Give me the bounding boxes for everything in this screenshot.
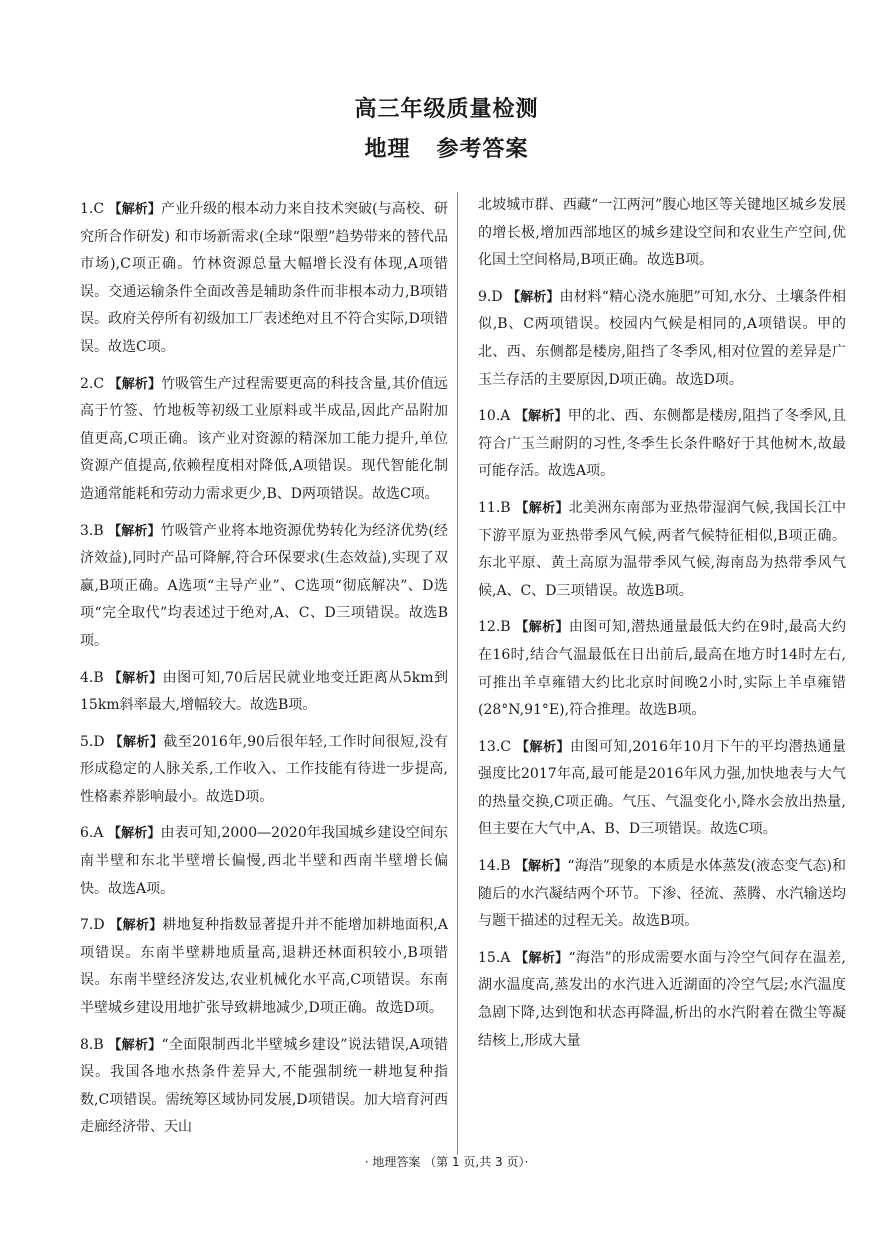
answer-item <box>80 665 448 720</box>
analysis-tag: 【解析】 <box>515 950 569 966</box>
answer-number: 12.B <box>478 619 511 636</box>
answer-number: 13.C <box>478 738 511 755</box>
answer-item <box>80 1032 448 1142</box>
answer-item <box>80 820 448 903</box>
analysis-tag: 【解析】 <box>515 500 569 516</box>
answer-text: “海浩”的形成需要水面与冷空气间存在温差,湖水温度高,蒸发出的水汽进入近湖面的冷空气层;水汽温度急剧下降,达到饱和状态再降温,析出的水汽附着在微尘等凝结核上,形成大量 <box>478 949 846 1049</box>
answer-text: 甲的北、西、东侧都是楼房,阻挡了冬季风,且符合广玉兰耐阴的习性,冬季生长条件略好于其他树木,故最可能存活。故选A项。 <box>478 408 846 480</box>
page-footer: · 地理答案 （第 1 页,共 3 页）· <box>364 1155 529 1169</box>
answer-text: 由图可知,潜热通量最低大约在9时,最高大约在16时,结合气温最低在日出前后,最高在地方时14时左右,可推出羊卓雍错大约比北京时间晚2小时,实际上羊卓雍错(28°N,91°E),符合推理。故选B项。 <box>478 619 846 719</box>
answer-item <box>80 729 448 812</box>
answer-number: 1.C <box>80 201 105 217</box>
column-divider <box>457 192 458 1155</box>
analysis-tag: 【解析】 <box>108 376 162 392</box>
answer-text: 竹吸管生产过程需要更高的科技含量,其价值远高于竹签、竹地板等初级工业原料或半成品,因此产品附加值更高,C项正确。该产业对资源的精深加工能力提升,单位资源产值提高,依赖程度相对降低,A项错误。现代智能化制造通常能耗和劳动力需求更少,B、D两项错误。故选C项。 <box>80 375 448 502</box>
answer-text: 由图可知,70后居民就业地变迁距离从5km到15km斜率最大,增幅较大。故选B项。 <box>80 669 448 714</box>
answer-item <box>80 371 448 509</box>
answer-number: 8.B <box>80 1036 104 1053</box>
right-column <box>478 192 846 1064</box>
analysis-tag: 【解析】 <box>515 409 568 425</box>
page-title: 高三年级质量检测 <box>354 97 539 122</box>
answer-item <box>478 614 846 724</box>
analysis-tag: 【解析】 <box>515 739 570 755</box>
answer-item <box>478 284 846 394</box>
answer-item <box>478 403 846 486</box>
answer-number: 2.C <box>80 375 105 392</box>
doc-type-label: 参考答案 <box>436 137 529 162</box>
answer-number: 10.A <box>478 408 511 425</box>
analysis-tag: 【解析】 <box>108 670 163 686</box>
answer-item <box>478 853 846 936</box>
answer-item <box>80 912 448 1022</box>
answer-text: 竹吸管产业将本地资源优势转化为经济优势(经济效益),同时产品可降解,符合环保要求(生态效益),实现了双赢,B项正确。A选项“主导产业”、C选项“彻底解决”、D选项“完全取代”均表述过于绝对,A、C、D三项错误。故选B项。 <box>80 522 448 649</box>
answer-item <box>478 734 846 844</box>
subject-label: 地理 <box>364 137 411 162</box>
analysis-tag: 【解析】 <box>109 918 163 934</box>
answer-text: 由图可知,2016年10月下午的平均潜热通量强度比2017年高,最可能是2016年风力强,加快地表与大气的热量交换,C项正确。气压、气温变化小,降水会放出热量,但主要在大气中,A、B、D三项错误。故选C项。 <box>478 738 846 838</box>
answer-number: 14.B <box>478 858 511 875</box>
analysis-tag: 【解析】 <box>109 734 164 750</box>
answer-number: 7.D <box>80 917 105 934</box>
answer-number: 3.B <box>80 522 104 539</box>
answer-continuation: 北坡城市群、西藏“一江两河”腹心地区等关键地区城乡发展的增长极,增加西部地区的城乡建设空间和农业生产空间,优化国土空间格局,B项正确。故选B项。 <box>478 197 846 269</box>
analysis-tag: 【解析】 <box>515 620 569 636</box>
analysis-tag: 【解析】 <box>108 523 161 539</box>
answer-item <box>80 518 448 656</box>
answer-number: 9.D <box>478 288 503 305</box>
answer-text: 截至2016年,90后很年轻,工作时间很短,没有形成稳定的人脉关系,工作收入、工作技能有待进一步提高,性格素养影响最小。故选D项。 <box>80 733 448 805</box>
answer-number: 11.B <box>478 499 511 516</box>
answer-number: 6.A <box>80 825 104 842</box>
answer-text: 耕地复种指数显著提升并不能增加耕地面积,A项错误。东南半壁耕地质量高,退耕还林面积较小,B项错误。东南半壁经济发达,农业机械化水平高,C项错误。东南半壁城乡建设用地扩张导致耕地减少,D项正确。故选D项。 <box>80 917 448 1017</box>
analysis-tag: 【解析】 <box>507 289 560 305</box>
analysis-tag: 【解析】 <box>108 826 161 842</box>
left-column <box>80 196 448 1151</box>
answer-text: “海浩”现象的本质是水体蒸发(液态变气态)和随后的水汽凝结两个环节。下渗、径流、蒸腾、水汽输送均与题干描述的过程无关。故选B项。 <box>478 858 846 930</box>
answer-text: 产业升级的根本动力来自技术突破(与高校、研究所合作研发) 和市场新需求(全球“限塑”趋势带来的替代品市场),C项正确。竹林资源总量大幅增长没有体现,A项错误。交通运输条件全面改善是辅助条件而非根本动力,B项错误。政府关停所有初级加工厂表述绝对且不符合实际,D项错误。故选C项。 <box>80 201 448 355</box>
answer-number: 5.D <box>80 733 105 750</box>
page-subtitle <box>0 132 893 163</box>
answer-text: 由材料“精心浇水施肥”可知,水分、土壤条件相似,B、C两项错误。校园内气候是相同的,A项错误。甲的北、西、东侧都是楼房,阻挡了冬季风,相对位置的差异是广玉兰存活的主要原因,D项正确。故选D项。 <box>478 288 847 388</box>
answer-number: 4.B <box>80 669 104 686</box>
answer-text: 由表可知,2000—2020年我国城乡建设空间东南半壁和东北半壁增长偏慢,西北半壁和西南半壁增长偏快。故选A项。 <box>80 825 448 897</box>
answer-text: 北美洲东南部为亚热带湿润气候,我国长江中下游平原为亚热带季风气候,两者气候特征相似,B项正确。东北平原、黄土高原为温带季风气候,海南岛为热带季风气候,A、C、D三项错误。故选B项。 <box>478 499 846 599</box>
answer-item <box>80 196 448 362</box>
analysis-tag: 【解析】 <box>515 859 568 875</box>
analysis-tag: 【解析】 <box>108 202 161 217</box>
answer-number: 15.A <box>478 949 511 966</box>
answer-text: “全面限制西北半壁城乡建设”说法错误,A项错误。我国各地水热条件差异大,不能强制统一耕地复种指数,C项错误。需统筹区域协同发展,D项错误。加大培育河西走廊经济带、天山 <box>80 1036 448 1136</box>
analysis-tag: 【解析】 <box>108 1037 162 1053</box>
answer-item <box>478 495 846 605</box>
answer-item <box>478 945 846 1055</box>
